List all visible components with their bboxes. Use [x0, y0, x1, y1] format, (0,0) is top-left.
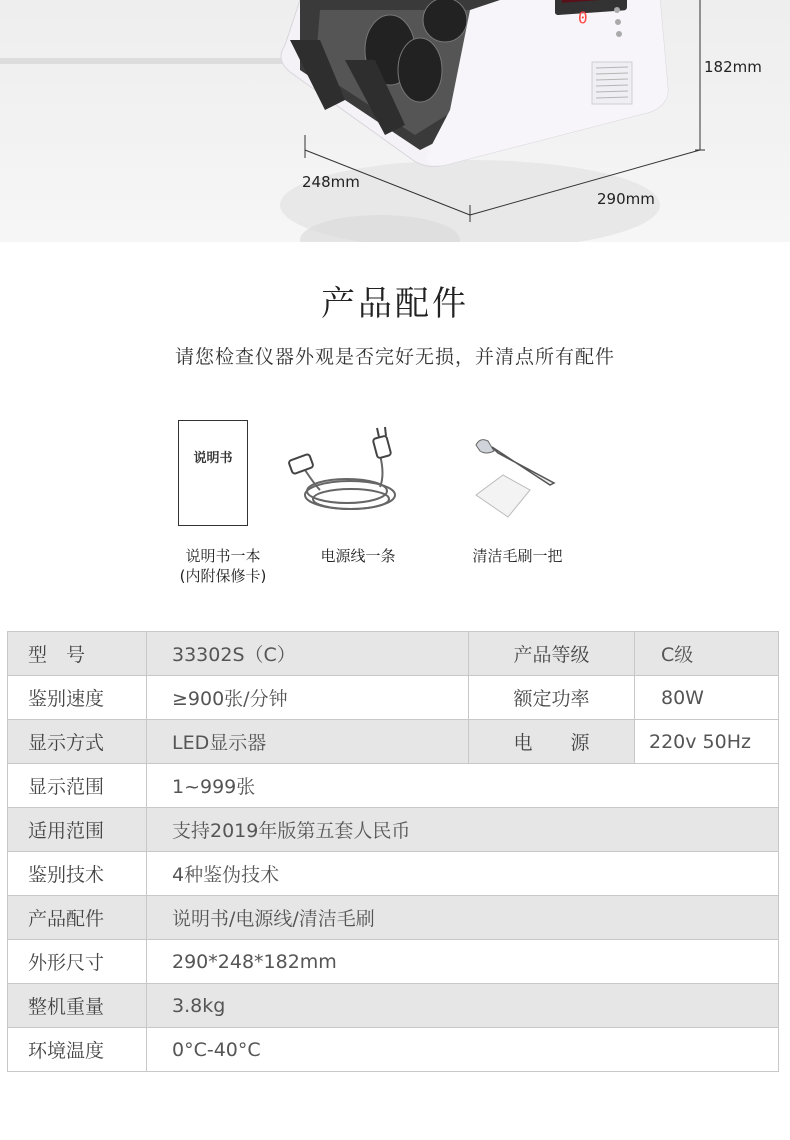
spec-value-grade: C级 [635, 632, 779, 676]
spec-value-model: 33302S（C） [147, 632, 469, 676]
table-row [8, 632, 779, 676]
spec-value-display: LED显示器 [147, 720, 469, 764]
table-row [8, 852, 779, 896]
manual-caption-line1: 说明书一本 [185, 547, 261, 565]
spec-label-scope: 适用范围 [8, 808, 147, 852]
spec-value-scope: 支持2019年版第五套人民币 [147, 808, 779, 852]
spec-label-model: 型 号 [8, 632, 147, 676]
table-row [8, 808, 779, 852]
spec-label-supply: 电 源 [469, 720, 635, 764]
spec-label-power: 额定功率 [469, 676, 635, 720]
spec-label-accessories: 产品配件 [8, 896, 147, 940]
product-image-area [0, 0, 790, 262]
table-row [8, 984, 779, 1028]
svg-text:0: 0 [578, 7, 588, 28]
accessories-subtitle: 请您检查仪器外观是否完好无损，并清点所有配件 [174, 346, 615, 368]
table-row [8, 1028, 779, 1072]
manual-book-icon [178, 420, 248, 526]
spec-label-weight: 整机重量 [8, 984, 147, 1028]
spec-value-size: 290*248*182mm [147, 940, 779, 984]
spec-label-temperature: 环境温度 [8, 1028, 147, 1072]
manual-caption [163, 546, 283, 586]
spec-value-range: 1~999张 [147, 764, 779, 808]
bill-counter-machine-image [0, 0, 790, 262]
power-cord-caption: 电源线一条 [320, 547, 396, 565]
spec-table [7, 631, 779, 1072]
spec-label-tech: 鉴别技术 [8, 852, 147, 896]
spec-label-size: 外形尺寸 [8, 940, 147, 984]
cleaning-brush-icon [468, 435, 563, 525]
spec-label-grade: 产品等级 [469, 632, 635, 676]
spec-label-range: 显示范围 [8, 764, 147, 808]
table-row [8, 720, 779, 764]
spec-label-speed: 鉴别速度 [8, 676, 147, 720]
spec-value-tech: 4种鉴伪技术 [147, 852, 779, 896]
manual-caption-line2: (内附保修卡) [179, 567, 267, 585]
accessories-title: 产品配件 [321, 284, 469, 324]
spec-value-accessories: 说明书/电源线/清洁毛刷 [147, 896, 779, 940]
table-row [8, 940, 779, 984]
power-cord-icon [285, 425, 415, 520]
spec-value-power: 80W [635, 676, 779, 720]
width-dimension-label: 290mm [597, 190, 655, 208]
hero-bottom-band [0, 242, 790, 262]
brush-caption: 清洁毛刷一把 [472, 547, 563, 565]
table-row [8, 764, 779, 808]
spec-value-weight: 3.8kg [147, 984, 779, 1028]
spec-value-speed: ≥900张/分钟 [147, 676, 469, 720]
table-row [8, 896, 779, 940]
table-row [8, 676, 779, 720]
height-dimension-label: 182mm [704, 58, 762, 76]
manual-cover-text: 说明书 [193, 451, 233, 466]
spec-label-display: 显示方式 [8, 720, 147, 764]
spec-value-supply: 220v 50Hz [635, 720, 779, 764]
spec-value-temperature: 0°C-40°C [147, 1028, 779, 1072]
depth-dimension-label: 248mm [302, 173, 360, 191]
